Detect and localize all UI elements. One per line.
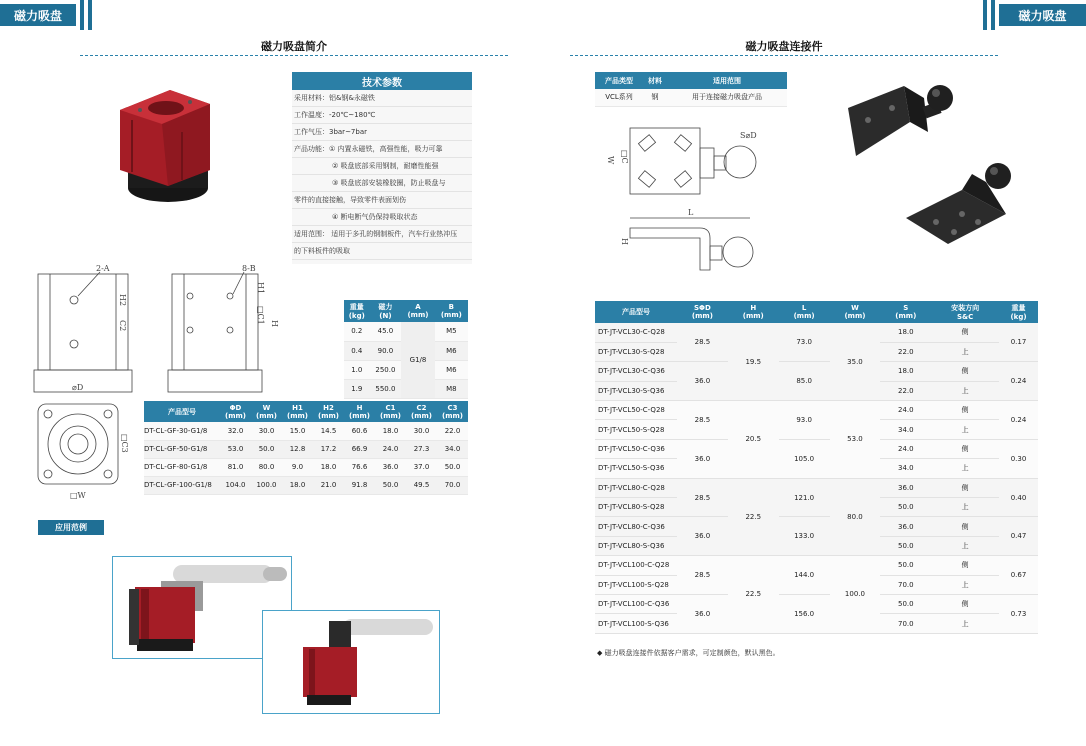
label-vcl-c: □C [620,150,629,164]
conn-model-cell: DT-JT-VCL100-S-Q36 [595,614,677,633]
conn-l-cell: 121.0 [779,478,830,517]
conn-dir-cell: 侧 [931,401,999,420]
force-cell: 1.0 [344,360,370,379]
connector-technical-drawing [600,120,790,290]
tech-params-panel [292,72,472,264]
model-value-cell: 49.5 [406,476,437,494]
label-c1: □C1 [256,306,265,325]
conn-header-model: 产品型号 [595,301,677,323]
vcl-type-table [595,72,787,107]
label-c3: □C3 [120,434,129,453]
conn-sphi-cell: 28.5 [677,401,728,440]
conn-s-cell: 22.0 [880,381,931,400]
conn-w-cell: 53.0 [830,401,881,479]
force-cell: M6 [435,341,468,360]
conn-s-cell: 22.0 [880,342,931,361]
right-tag-bar [983,0,1086,30]
model-value-cell: 15.0 [282,422,313,440]
force-header-b: B (mm) [435,300,468,322]
conn-header-weight: 重量 (kg) [999,301,1038,323]
conn-dir-cell: 上 [931,614,999,633]
conn-s-cell: 50.0 [880,536,931,555]
label-h: H [270,320,279,327]
model-header-d: ΦD (mm) [220,401,251,422]
model-value-cell: 50.0 [251,440,282,458]
model-value-cell: 80.0 [251,458,282,476]
label-h2: H2 [118,294,127,307]
force-table [344,300,468,399]
model-value-cell: 18.0 [282,476,313,494]
model-value-cell: 22.0 [437,422,468,440]
force-header-force: 磁力 (N) [370,300,402,322]
conn-model-cell: DT-JT-VCL100-C-Q36 [595,594,677,613]
vcl-cell-material: 钢 [643,89,667,106]
conn-l-cell: 73.0 [779,323,830,362]
model-value-cell: 100.0 [251,476,282,494]
conn-h-cell: 22.5 [728,478,779,556]
conn-model-cell: DT-JT-VCL50-C-Q28 [595,401,677,420]
conn-dir-cell: 侧 [931,594,999,613]
right-tag-stripe-2 [991,0,995,30]
conn-l-cell: 156.0 [779,594,830,633]
conn-dir-cell: 上 [931,536,999,555]
label-hole-a: 2-A [96,264,110,273]
label-vcl-l: L [688,208,694,217]
conn-s-cell: 18.0 [880,362,931,381]
tech-row-scope: 适用范围： 适用于多孔的钢制板件，汽车行业热冲压 [292,226,472,243]
connector-render-top [900,160,1020,250]
conn-h-cell: 22.5 [728,556,779,634]
conn-s-cell: 34.0 [880,459,931,478]
conn-s-cell: 36.0 [880,478,931,497]
model-header-h: H (mm) [344,401,375,422]
model-value-cell: 37.0 [406,458,437,476]
conn-s-cell: 34.0 [880,420,931,439]
conn-weight-cell: 0.24 [999,401,1038,440]
conn-weight-cell: 0.17 [999,323,1038,362]
model-header-h2: H2 (mm) [313,401,344,422]
model-value-cell: 12.8 [282,440,313,458]
model-value-cell: 30.0 [406,422,437,440]
conn-dir-cell: 侧 [931,478,999,497]
conn-model-cell: DT-JT-VCL30-C-Q36 [595,362,677,381]
conn-model-cell: DT-JT-VCL30-S-Q36 [595,381,677,400]
tech-row-pressure: 工作气压：3bar~7bar [292,124,472,141]
conn-model-cell: DT-JT-VCL80-S-Q28 [595,498,677,517]
vcl-header-scope: 适用范围 [667,72,787,89]
conn-weight-cell: 0.47 [999,517,1038,556]
conn-s-cell: 18.0 [880,323,931,342]
model-value-cell: 81.0 [220,458,251,476]
model-header-h1: H1 (mm) [282,401,313,422]
force-header-weight: 重量 (kg) [344,300,370,322]
model-value-cell: 60.6 [344,422,375,440]
label-hole-b: 8-B [242,264,256,273]
tech-row-function-2: ② 吸盘底部采用钢制，耐磨性能强 [292,158,472,175]
conn-l-cell: 105.0 [779,439,830,478]
conn-dir-cell: 侧 [931,362,999,381]
conn-s-cell: 36.0 [880,517,931,536]
model-value-cell: 27.3 [406,440,437,458]
conn-header-h: H (mm) [728,301,779,323]
model-value-cell: 104.0 [220,476,251,494]
force-cell-a-merged: G1/8 [401,322,434,398]
force-cell: 0.2 [344,322,370,341]
conn-weight-cell: 0.40 [999,478,1038,517]
conn-dir-cell: 侧 [931,439,999,458]
application-image-2 [262,610,440,714]
left-tag-bar [0,0,92,30]
left-tag-stripe [80,0,84,30]
model-header-c2: C2 (mm) [406,401,437,422]
conn-dir-cell: 上 [931,381,999,400]
label-c2: C2 [118,320,127,332]
conn-dir-cell: 侧 [931,517,999,536]
model-name-cell: DT-CL-GF-30-G1/8 [144,422,220,440]
conn-s-cell: 24.0 [880,439,931,458]
model-header-c1: C1 (mm) [375,401,406,422]
force-cell: M6 [435,360,468,379]
model-header-c3: C3 (mm) [437,401,468,422]
conn-sphi-cell: 28.5 [677,323,728,362]
model-value-cell: 32.0 [220,422,251,440]
left-page-title: 磁力吸盘简介 [261,40,327,53]
right-tag-stripe [983,0,987,30]
tech-params-title: 技术参数 [292,72,472,90]
force-cell: 250.0 [370,360,402,379]
conn-l-cell: 133.0 [779,517,830,556]
application-tag: 应用范例 [38,520,104,535]
connector-table [595,301,1038,634]
right-section-tag: 磁力吸盘 [999,4,1086,26]
tech-row-temperature: 工作温度：-20℃~180℃ [292,107,472,124]
conn-weight-cell: 0.30 [999,439,1038,478]
model-value-cell: 30.0 [251,422,282,440]
conn-model-cell: DT-JT-VCL80-C-Q36 [595,517,677,536]
conn-dir-cell: 上 [931,459,999,478]
vcl-cell-scope: 用于连接磁力吸盘产品 [667,89,787,106]
force-cell: 1.9 [344,379,370,398]
conn-model-cell: DT-JT-VCL30-S-Q28 [595,342,677,361]
tech-row-function-4: ④ 断电断气仍保持吸取状态 [292,209,472,226]
conn-model-cell: DT-JT-VCL100-S-Q28 [595,575,677,594]
model-name-cell: DT-CL-GF-80-G1/8 [144,458,220,476]
model-value-cell: 50.0 [437,458,468,476]
conn-l-cell: 144.0 [779,556,830,595]
model-name-cell: DT-CL-GF-100-G1/8 [144,476,220,494]
force-cell: 45.0 [370,322,402,341]
conn-header-l: L (mm) [779,301,830,323]
conn-sphi-cell: 36.0 [677,594,728,633]
model-value-cell: 34.0 [437,440,468,458]
model-value-cell: 66.9 [344,440,375,458]
model-value-cell: 24.0 [375,440,406,458]
model-value-cell: 14.5 [313,422,344,440]
label-vcl-h: H [620,238,629,245]
conn-model-cell: DT-JT-VCL30-C-Q28 [595,323,677,342]
model-dimension-table [144,401,468,495]
force-cell: M5 [435,322,468,341]
model-header-name: 产品型号 [144,401,220,422]
force-header-a: A (mm) [401,300,434,322]
conn-w-cell: 80.0 [830,478,881,556]
conn-model-cell: DT-JT-VCL80-C-Q28 [595,478,677,497]
conn-sphi-cell: 36.0 [677,517,728,556]
conn-sphi-cell: 36.0 [677,439,728,478]
tech-row-function-3: ③ 吸盘底部安装橡胶圈，防止吸盘与 [292,175,472,192]
label-sphere-d: S⌀D [740,131,757,140]
conn-s-cell: 50.0 [880,556,931,575]
conn-weight-cell: 0.24 [999,362,1038,401]
vcl-header-material: 材料 [643,72,667,89]
conn-header-sphi: SΦD (mm) [677,301,728,323]
conn-w-cell: 100.0 [830,556,881,634]
model-value-cell: 91.8 [344,476,375,494]
model-value-cell: 21.0 [313,476,344,494]
label-w: □W [70,491,86,500]
conn-w-cell: 35.0 [830,323,881,401]
gripper-product-image [110,80,225,210]
conn-dir-cell: 侧 [931,323,999,342]
model-value-cell: 9.0 [282,458,313,476]
conn-weight-cell: 0.73 [999,594,1038,633]
conn-dir-cell: 上 [931,498,999,517]
force-cell: 90.0 [370,341,402,360]
conn-sphi-cell: 28.5 [677,478,728,517]
model-value-cell: 76.6 [344,458,375,476]
model-value-cell: 70.0 [437,476,468,494]
connector-render-side [840,78,960,158]
vcl-header-type: 产品类型 [595,72,643,89]
label-h1: H1 [256,282,265,295]
conn-s-cell: 50.0 [880,594,931,613]
right-title-divider [570,55,998,56]
conn-l-cell: 85.0 [779,362,830,401]
conn-l-cell: 93.0 [779,401,830,440]
left-section-tag: 磁力吸盘 [0,4,76,26]
conn-sphi-cell: 36.0 [677,362,728,401]
model-value-cell: 53.0 [220,440,251,458]
conn-model-cell: DT-JT-VCL50-S-Q28 [595,420,677,439]
model-value-cell: 18.0 [313,458,344,476]
right-page-title: 磁力吸盘连接件 [745,40,823,53]
force-cell: M8 [435,379,468,398]
tech-row-scope-2: 的下料板件的吸取 [292,243,472,260]
tech-row-function-1: 产品功能：① 内置永磁铁，高强性能，吸力可靠 [292,141,472,158]
conn-s-cell: 50.0 [880,498,931,517]
conn-dir-cell: 上 [931,575,999,594]
label-vcl-w: W [606,156,615,165]
conn-h-cell: 19.5 [728,323,779,401]
model-value-cell: 36.0 [375,458,406,476]
conn-header-dir: 安装方向 S&C [931,301,999,323]
left-tag-stripe-2 [88,0,92,30]
conn-weight-cell: 0.67 [999,556,1038,595]
left-title-divider [80,55,508,56]
conn-model-cell: DT-JT-VCL50-C-Q36 [595,439,677,458]
force-cell: 550.0 [370,379,402,398]
conn-s-cell: 70.0 [880,575,931,594]
model-value-cell: 17.2 [313,440,344,458]
conn-s-cell: 24.0 [880,401,931,420]
conn-s-cell: 70.0 [880,614,931,633]
vcl-cell-type: VCL系列 [595,89,643,106]
conn-dir-cell: 侧 [931,556,999,575]
tech-row-material: 采用材料：铝&钢&永磁铁 [292,90,472,107]
model-value-cell: 50.0 [375,476,406,494]
tech-row-function-3b: 零件的直接接触，导致零件表面划伤 [292,192,472,209]
model-header-w: W (mm) [251,401,282,422]
conn-model-cell: DT-JT-VCL80-S-Q36 [595,536,677,555]
force-cell: 0.4 [344,341,370,360]
conn-sphi-cell: 28.5 [677,556,728,595]
conn-header-s: S (mm) [880,301,931,323]
conn-dir-cell: 上 [931,342,999,361]
conn-header-w: W (mm) [830,301,881,323]
conn-model-cell: DT-JT-VCL50-S-Q36 [595,459,677,478]
conn-model-cell: DT-JT-VCL100-C-Q28 [595,556,677,575]
customization-note: ◆ 磁力吸盘连接件依据客户需求，可定制颜色，默认黑色。 [597,649,780,657]
conn-h-cell: 20.5 [728,401,779,479]
conn-dir-cell: 上 [931,420,999,439]
model-value-cell: 18.0 [375,422,406,440]
model-name-cell: DT-CL-GF-50-G1/8 [144,440,220,458]
label-phi-d: ⌀D [72,383,84,392]
